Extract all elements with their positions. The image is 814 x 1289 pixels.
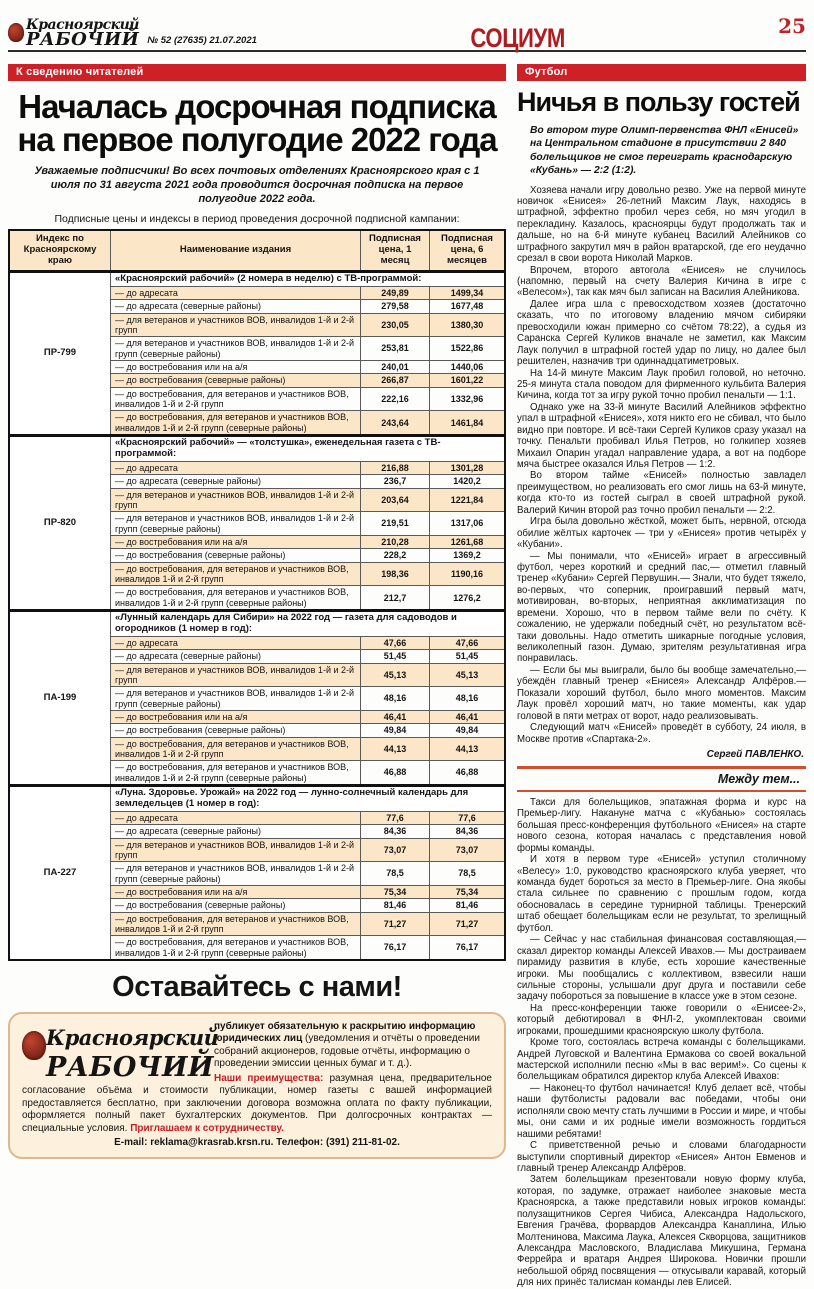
price-1-month: 230,05 bbox=[361, 313, 430, 337]
price-1-month: 44,13 bbox=[361, 737, 430, 761]
price-6-months: 1677,48 bbox=[430, 300, 506, 313]
price-6-months: 46,88 bbox=[430, 761, 506, 786]
article-paragraph: На пресс-конференции также говорили о «Енисее-2», который дебютировал в ФНЛ-2, укомплектован своими игроками, прошедшими красноярскую школу футбола. bbox=[517, 1002, 806, 1037]
masthead bbox=[8, 6, 806, 52]
rubric-banner-left: К сведению читателей bbox=[8, 64, 506, 81]
price-1-month: 228,2 bbox=[361, 549, 430, 562]
delivery-option-label: — до востребования, для ветеранов и участников ВОВ, инвалидов 1-й и 2-й групп (северные районы) bbox=[111, 936, 361, 960]
delivery-option-label: — до востребования (северные районы) bbox=[111, 374, 361, 387]
ad-invite: Приглашаем к сотрудничеству. bbox=[130, 1122, 284, 1134]
delivery-option-label: — для ветеранов и участников ВОВ, инвалидов 1-й и 2-й групп bbox=[111, 663, 361, 687]
delivery-option-label: — до адресата bbox=[111, 461, 361, 474]
price-6-months: 1190,16 bbox=[430, 562, 506, 586]
article-paragraph: Игра была довольно жёсткой, может быть, нервной, отсюда обилие жёлтых карточек — три у «Енисея» против четырёх у «Кубани». bbox=[517, 516, 806, 551]
price-6-months: 1369,2 bbox=[430, 549, 506, 562]
delivery-option-label: — до востребования, для ветеранов и участников ВОВ, инвалидов 1-й и 2-й групп (северные районы) bbox=[111, 411, 361, 436]
price-1-month: 249,89 bbox=[361, 286, 430, 299]
price-1-month: 216,88 bbox=[361, 461, 430, 474]
delivery-option-label: — для ветеранов и участников ВОВ, инвалидов 1-й и 2-й групп (северные районы) bbox=[111, 862, 361, 886]
publication-index: ПА-199 bbox=[9, 611, 111, 786]
subscription-intro: Уважаемые подписчики! Во всех почтовых отделениях Красноярского края с 1 июля по 31 августа 2021 года проводится досрочная подписка на первое полугодие 2022 года. bbox=[34, 165, 480, 205]
price-6-months: 44,13 bbox=[430, 737, 506, 761]
article-paragraph: И хотя в первом туре «Енисей» уступил столичному «Велесу» 1:0, руководство красноярского клуба уверяет, что команда будет бороться за место в Премьер-лиге. Она якобы стала сильнее по сравнению с прошлым годом, когда обосновалась в середине турнирной таблицы. Тренерский штаб обещает болельщикам если не результат, то зрелищный футбол. bbox=[517, 854, 806, 934]
table-caption: Подписные цены и индексы в период проведения досрочной подписной кампании: bbox=[54, 213, 460, 226]
meanwhile-body bbox=[517, 797, 806, 1289]
article-paragraph: Во втором тайме «Енисей» полностью завладел преимуществом, но реализовать его смог лишь на 63-й минуте, когда кто-то из гостей сыграл в своей штрафной рукой. Валерий Кичин второй раз точно пробил пенальти — 2:2. bbox=[517, 470, 806, 516]
article-paragraph: Такси для болельщиков, эпатажная форма и курс на Премьер-лигу. Накануне матча с «Кубанью» состоялась большая пресс-конференция футбольного «Енисея» на старте нового сезона, которая началась с представления новой формы команды. bbox=[517, 796, 806, 854]
price-6-months: 46,41 bbox=[430, 710, 506, 723]
article-author: Сергей ПАВЛЕНКО. bbox=[706, 748, 804, 760]
subscription-table bbox=[8, 229, 506, 961]
delivery-option-label: — для ветеранов и участников ВОВ, инвалидов 1-й и 2-й групп bbox=[111, 838, 361, 862]
order-medal-icon bbox=[8, 23, 24, 42]
football-article-column bbox=[517, 64, 806, 1289]
article-lead: Во втором туре Олимп-первенства ФНЛ «Енисей» на Центральном стадионе в присутствии 2 840 болельщиков не смог переиграть краснодарскую «Кубань» — 2:2 (1:2). bbox=[530, 125, 799, 177]
price-6-months: 1301,28 bbox=[430, 461, 506, 474]
price-1-month: 48,16 bbox=[361, 687, 430, 711]
delivery-option-label: — до востребования, для ветеранов и участников ВОВ, инвалидов 1-й и 2-й групп (северные районы) bbox=[111, 586, 361, 611]
price-6-months: 1317,06 bbox=[430, 512, 506, 536]
delivery-option-label: — до востребования (северные районы) bbox=[111, 549, 361, 562]
price-6-months: 75,34 bbox=[430, 885, 506, 898]
delivery-option-label: — для ветеранов и участников ВОВ, инвалидов 1-й и 2-й групп (северные районы) bbox=[111, 512, 361, 536]
price-1-month: 243,64 bbox=[361, 411, 430, 436]
article-paragraph: Следующий матч «Енисей» проведёт в субботу, 24 июля, в Москве против «Спартака-2». bbox=[517, 722, 806, 745]
ad-contact-line: E-mail: reklama@krasrab.krsn.ru. Телефон: (391) 211-81-02. bbox=[114, 1137, 400, 1149]
price-1-month: 84,36 bbox=[361, 825, 430, 838]
price-1-month: 45,13 bbox=[361, 663, 430, 687]
article-paragraph: — Если бы мы выиграли, было бы вообще замечательно,— убеждён главный тренер «Енисея» Александр Алфёров.— Показали хороший футбол, было много моментов. Максим Лаук провёл хороший матч, но такие моменты, как удар головой в пяти метрах от ворот, надо реализовывать. bbox=[517, 664, 806, 722]
price-6-months: 1332,96 bbox=[430, 387, 506, 411]
ad-logo-line1: Красноярский bbox=[46, 1024, 219, 1050]
ad-intro-bold: публикует обязательную к раскрытию информацию юридических лиц bbox=[214, 1020, 476, 1045]
price-6-months: 1601,22 bbox=[430, 374, 506, 387]
article-paragraph: Однако уже на 33-й минуте Василий Алейников эффектно упал в штрафной «Енисея», хотя никто его не сбивал, что было видно при повторе. И всё-таки Сергей Куликов сразу указал на точку. Пенальти пробивал Илья Петров, но голкипер хозяев Михаил Опарин угадал направление удара, а вот на подборе мяча быстрее оказался Илья Петров — 1:2. bbox=[517, 401, 806, 470]
publication-title: «Лунный календарь для Сибири» на 2022 год — газета для садоводов и огородников (1 номер в год): bbox=[111, 611, 506, 637]
publication-index: ПР-820 bbox=[9, 436, 111, 611]
order-medal-icon bbox=[22, 1031, 46, 1060]
delivery-option-label: — до востребования или на а/я bbox=[111, 885, 361, 898]
article-paragraph: — Наконец-то футбол начинается! Клуб делает всё, чтобы наши футболисты радовали вас победами, чтобы они исполняли свою мечту стать лучшими в России и мире, и чтобы мы, они сами и их родные имели возможность гордиться нашими ребятами! bbox=[517, 1082, 806, 1140]
publication-index: ПА-227 bbox=[9, 786, 111, 960]
price-6-months: 78,5 bbox=[430, 862, 506, 886]
price-1-month: 49,84 bbox=[361, 724, 430, 737]
delivery-option-label: — для ветеранов и участников ВОВ, инвалидов 1-й и 2-й групп bbox=[111, 313, 361, 337]
price-6-months: 73,07 bbox=[430, 838, 506, 862]
table-section-title-row bbox=[9, 272, 505, 287]
article-paragraph: — Сейчас у нас стабильная финансовая составляющая,— сказал директор команды Алексей Ивахов.— Мы достраиваем пирамиду развития в клубе, есть хорошие качественные игроки. Мы пообщались с коллективом, взвесили наши сильные стороны, услышали друг друга и поставили себе задачу побороться за повышение в классе уже в этом сезоне. bbox=[517, 934, 806, 1003]
delivery-option-label: — до востребования или на а/я bbox=[111, 361, 361, 374]
subscription-headline: Началась досрочная подписка на первое полугодие 2022 года bbox=[17, 88, 497, 158]
delivery-option-label: — до адресата (северные районы) bbox=[111, 475, 361, 488]
price-6-months: 1380,30 bbox=[430, 313, 506, 337]
delivery-option-label: — до востребования или на а/я bbox=[111, 710, 361, 723]
price-1-month: 75,34 bbox=[361, 885, 430, 898]
ad-advantages-text: разумная цена, предварительное согласование объёма и стоимости публикации, номер газеты с вашей информацией предоставляется бесплатно, при заключении договора возможна оплата по факту публикации, оформляется полный пакет бухгалтерских документов. При долгосрочных контрактах — специальные условия. bbox=[22, 1072, 492, 1134]
stay-with-us-headline: Оставайтесь с нами! bbox=[112, 970, 402, 1003]
delivery-option-label: — для ветеранов и участников ВОВ, инвалидов 1-й и 2-й групп (северные районы) bbox=[111, 687, 361, 711]
delivery-option-label: — до адресата (северные районы) bbox=[111, 650, 361, 663]
ad-intro-normal: (уведомления и отчёты о проведении собраний акционеров, годовые отчёты, информацию о проведении эмиссии ценных бумаг и т. д.). bbox=[214, 1033, 480, 1070]
price-1-month: 219,51 bbox=[361, 512, 430, 536]
table-section-title-row bbox=[9, 786, 505, 812]
price-1-month: 240,01 bbox=[361, 361, 430, 374]
subscription-article-column bbox=[8, 64, 506, 1159]
price-6-months: 71,27 bbox=[430, 912, 506, 936]
logo-line2: РАБОЧИЙ bbox=[26, 28, 140, 50]
article-paragraph: Впрочем, второго автогола «Енисея» не случилось (напомню, первый на счету Валерия Кичина в игре с «Велесом»), так как мяч был записан на Василия Алейникова. bbox=[517, 264, 806, 299]
delivery-option-label: — до востребования, для ветеранов и участников ВОВ, инвалидов 1-й и 2-й групп bbox=[111, 387, 361, 411]
price-1-month: 76,17 bbox=[361, 936, 430, 960]
delivery-option-label: — до адресата bbox=[111, 811, 361, 824]
article-paragraph: Далее игра шла с превосходством хозяев (достаточно сказать, что по итоговому владению мячом сибиряки превосходили южан примерно со счётом 78:22), а судья из Саранска Сергей Куликов вначале не заметил, как Максим Лаук получил в штрафной гостей удар по лицу, но далее был решителен, назначив три одиннадцатиметровых. bbox=[517, 298, 806, 368]
article-paragraph: На 14-й минуте Максим Лаук пробил головой, но неточно. 25-я минута стала поводом для фирменного кульбита Валерия Кичина, когда тот за игру рукой точно пробил пенальти — 1:1. bbox=[517, 367, 806, 402]
price-6-months: 48,16 bbox=[430, 687, 506, 711]
price-1-month: 81,46 bbox=[361, 899, 430, 912]
delivery-option-label: — до востребования или на а/я bbox=[111, 535, 361, 548]
delivery-option-label: — до востребования (северные районы) bbox=[111, 899, 361, 912]
delivery-option-label: — до адресата (северные районы) bbox=[111, 300, 361, 313]
price-6-months: 51,45 bbox=[430, 650, 506, 663]
delivery-option-label: — до адресата (северные районы) bbox=[111, 825, 361, 838]
issue-number: № 52 (27635) 21.07.2021 bbox=[147, 35, 257, 46]
delivery-option-label: — до адресата bbox=[111, 286, 361, 299]
price-1-month: 266,87 bbox=[361, 374, 430, 387]
price-1-month: 198,36 bbox=[361, 562, 430, 586]
ad-newspaper-logo bbox=[22, 1024, 219, 1084]
price-1-month: 46,88 bbox=[361, 761, 430, 786]
delivery-option-label: — до востребования, для ветеранов и участников ВОВ, инвалидов 1-й и 2-й групп bbox=[111, 562, 361, 586]
price-1-month: 78,5 bbox=[361, 862, 430, 886]
price-1-month: 47,66 bbox=[361, 636, 430, 649]
newspaper-logo bbox=[8, 19, 257, 50]
page-section-title: СОЦИУМ bbox=[470, 22, 565, 53]
price-1-month: 77,6 bbox=[361, 811, 430, 824]
price-6-months: 76,17 bbox=[430, 936, 506, 960]
table-header: Наименование издания bbox=[111, 230, 361, 271]
table-section-title-row bbox=[9, 611, 505, 637]
article-paragraph: — Мы понимали, что «Енисей» играет в агрессивный футбол, через короткий и средний пас,— отметил главный тренер «Кубани» Сергей Первушин.— Знали, что будет тяжело, во-первых, что соперник, проигравший первый матч, мотивирован, во-вторых, неприятная акклиматизация по времени. Хорошо, что в первом тайме вели по счёту. К сожалению, не удержали победный счёт, но результатом всё-таки довольны. Надо отметить шикарные погодные условия, великолепный газон. Думаю, зрителям результативная игра понравилась. bbox=[517, 550, 806, 665]
price-1-month: 73,07 bbox=[361, 838, 430, 862]
delivery-option-label: — до востребования, для ветеранов и участников ВОВ, инвалидов 1-й и 2-й групп (северные районы) bbox=[111, 761, 361, 786]
table-header: Индекс по Красноярскому краю bbox=[9, 230, 111, 271]
price-6-months: 1221,84 bbox=[430, 488, 506, 512]
ad-logo-line2: РАБОЧИЙ bbox=[46, 1052, 215, 1084]
price-6-months: 77,6 bbox=[430, 811, 506, 824]
price-1-month: 212,7 bbox=[361, 586, 430, 611]
page-number: 25 bbox=[778, 14, 806, 38]
delivery-option-label: — для ветеранов и участников ВОВ, инвалидов 1-й и 2-й групп bbox=[111, 488, 361, 512]
price-1-month: 71,27 bbox=[361, 912, 430, 936]
price-6-months: 1261,68 bbox=[430, 535, 506, 548]
publication-title: «Красноярский рабочий» (2 номера в неделю) с ТВ-программой: bbox=[111, 272, 506, 287]
price-1-month: 222,16 bbox=[361, 387, 430, 411]
table-header: Подписная цена, 6 месяцев bbox=[430, 230, 506, 271]
article-paragraph: Затем болельщикам презентовали новую форму клуба, которая, по задумке, отражает наиболее знаковые места Красноярска, а также представили новых игроков команды: полузащитников Сергея Чибиса, Александра Надольского, Евгения Грачёва, форвардов Александра Канаплина, Илью Молтенинова, Максима Лаука, Алексея Скворцова, защитников Александра Масловского, Владислава Микушина, Германа Феррейра и вратаря Андрея Широкова. Новички прошли небольшой обряд посвящения — откусывали каравай, который для них принёс талисман команды лев Елисей. bbox=[517, 1174, 806, 1289]
delivery-option-label: — до востребования, для ветеранов и участников ВОВ, инвалидов 1-й и 2-й групп bbox=[111, 912, 361, 936]
price-1-month: 210,28 bbox=[361, 535, 430, 548]
publication-index: ПР-799 bbox=[9, 272, 111, 436]
price-6-months: 1440,06 bbox=[430, 361, 506, 374]
logo-line1: Красноярский bbox=[26, 17, 139, 34]
article-paragraph: Хозяева начали игру довольно резво. Уже на первой минуте новичок «Енисея» 26-летний Максим Лаук, находясь в штрафной, эффектно пробил через себя, но мяч угодил в перекладину. Казалось, красноярцы будут продолжать так и дальше, но на 6-й минуте кубанец Василий Алейников со штрафного закрутил мяч в район вратарской, где его неудачно срезал в свои ворота Николай Марков. bbox=[517, 184, 806, 265]
delivery-option-label: — до адресата bbox=[111, 636, 361, 649]
price-1-month: 46,41 bbox=[361, 710, 430, 723]
price-6-months: 1420,2 bbox=[430, 475, 506, 488]
rubric-banner-right: Футбол bbox=[517, 64, 806, 81]
price-1-month: 51,45 bbox=[361, 650, 430, 663]
delivery-option-label: — до востребования (северные районы) bbox=[111, 724, 361, 737]
price-1-month: 236,7 bbox=[361, 475, 430, 488]
price-6-months: 45,13 bbox=[430, 663, 506, 687]
price-6-months: 1461,84 bbox=[430, 411, 506, 436]
article-paragraph: Кроме того, состоялась встреча команды с болельщиками. Андрей Луговской и Валентина Ермакова со своей вокальной мастерской исполнили песню «Мы в вас верим!». Со сцены к болельщикам обратился директор клуба Алексей Ивахов: bbox=[517, 1037, 806, 1083]
article-body bbox=[517, 185, 806, 745]
table-header: Подписная цена, 1 месяц bbox=[361, 230, 430, 271]
delivery-option-label: — для ветеранов и участников ВОВ, инвалидов 1-й и 2-й групп (северные районы) bbox=[111, 337, 361, 361]
price-1-month: 279,58 bbox=[361, 300, 430, 313]
price-6-months: 1276,2 bbox=[430, 586, 506, 611]
price-6-months: 47,66 bbox=[430, 636, 506, 649]
delivery-option-label: — до востребования, для ветеранов и участников ВОВ, инвалидов 1-й и 2-й групп bbox=[111, 737, 361, 761]
table-section-title-row bbox=[9, 436, 505, 462]
price-6-months: 81,46 bbox=[430, 899, 506, 912]
price-1-month: 203,64 bbox=[361, 488, 430, 512]
publisher-ad-box bbox=[8, 1012, 506, 1159]
price-6-months: 49,84 bbox=[430, 724, 506, 737]
ad-advantages-label: Наши преимущества: bbox=[214, 1072, 324, 1084]
article-paragraph: С приветственной речью и словами благодарности выступили спортивный директор «Енисея» Антон Евменов и главный тренер Александр Алфёров. bbox=[517, 1140, 806, 1174]
publication-title: «Луна. Здоровье. Урожай» на 2022 год — лунно-солнечный календарь для земледельцев (1 номер в год): bbox=[111, 786, 506, 812]
football-headline: Ничья в пользу гостей bbox=[517, 87, 800, 117]
meanwhile-label: Между тем... bbox=[517, 769, 806, 792]
price-1-month: 253,81 bbox=[361, 337, 430, 361]
publication-title: «Красноярский рабочий» — «толстушка», еженедельная газета с ТВ-программой: bbox=[111, 436, 506, 462]
price-6-months: 84,36 bbox=[430, 825, 506, 838]
price-6-months: 1499,34 bbox=[430, 286, 506, 299]
price-6-months: 1522,86 bbox=[430, 337, 506, 361]
newspaper-logo-text bbox=[8, 19, 139, 48]
